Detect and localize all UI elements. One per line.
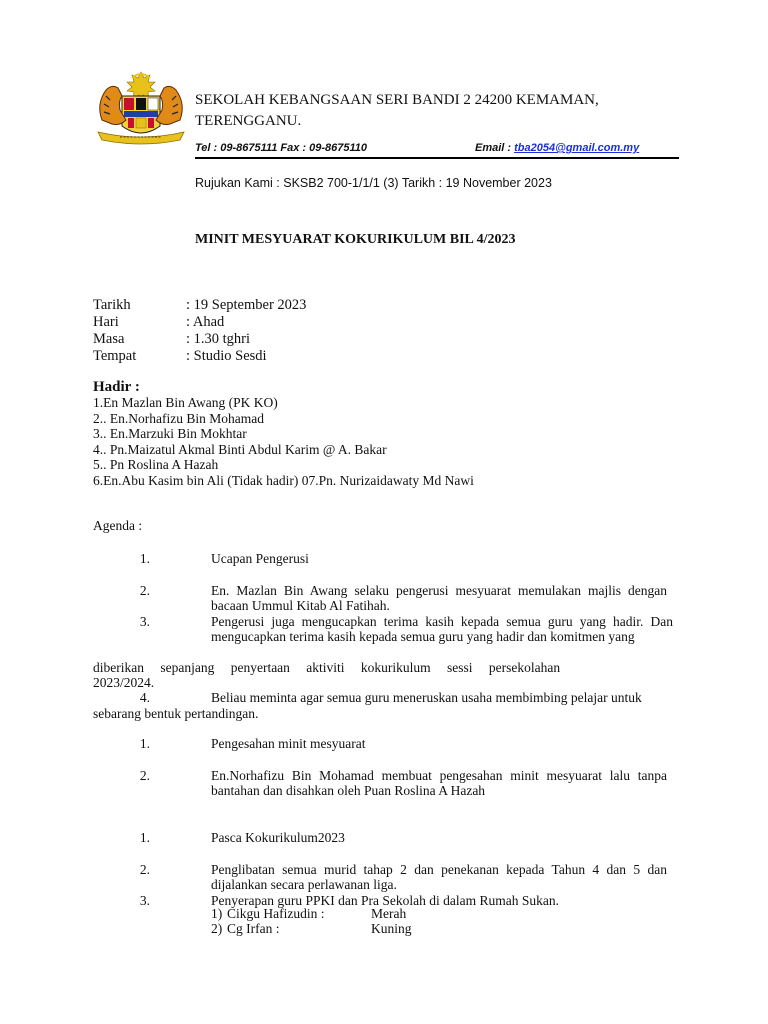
meeting-value: : 1.30 tghri [186, 331, 251, 347]
agenda-label: Agenda : [93, 518, 143, 533]
item-text: Pengerusi juga mengucapkan terima kasih kepada semua guru yang hadir. Dan mengucapkan terima kasih kepada semua guru yang hadir dan komitmen yang [211, 614, 673, 644]
school-name-line2: TERENGGANU. [195, 113, 302, 129]
meeting-value: : Studio Sesdi [186, 348, 267, 364]
document-title: MINIT MESYUARAT KOKURIKULUM BIL 4/2023 [195, 232, 516, 247]
meeting-value: : 19 September 2023 [186, 297, 307, 313]
item-number: 3. [139, 614, 150, 629]
item-number: 2. [139, 583, 150, 598]
teacher-name: Cikgu Hafizudin : [227, 906, 325, 921]
item-text: Penyerapan guru PPKI dan Pra Sekolah di dalam Rumah Sukan. [211, 893, 559, 908]
house-row [211, 921, 412, 936]
meeting-row-hari [93, 314, 306, 331]
item-text: Beliau meminta agar semua guru meneruskan usaha membimbing pelajar untuk [211, 690, 642, 705]
letterhead-rule [195, 157, 679, 159]
item-number: 4. [139, 690, 150, 705]
teacher-name: Cg Irfan : [227, 921, 280, 936]
school-name [195, 90, 655, 132]
email-label: Email : [475, 142, 515, 154]
attendee: 3.. En.Marzuki Bin Mokhtar [93, 426, 247, 442]
house-row-number: 1) [211, 906, 223, 921]
malaysia-crest-logo [92, 70, 190, 150]
item-number: 2. [139, 862, 150, 877]
reference-line: Rujukan Kami : SKSB2 700-1/1/1 (3) Tarikh : 19 November 2023 [195, 176, 552, 190]
item-number: 2. [139, 768, 150, 783]
item-text: Penglibatan semua murid tahap 2 dan penekanan kepada Tahun 4 dan 5 dan dijalankan secara perlawanan liga. [211, 862, 667, 892]
attendee: 1.En Mazlan Bin Awang (PK KO) [93, 395, 278, 410]
meeting-key: Masa [93, 331, 125, 347]
meeting-row-tarikh [93, 297, 306, 314]
tel-fax: Tel : 09-8675111 Fax : 09-8675110 [195, 142, 368, 154]
attendee: 2.. En.Norhafizu Bin Mohamad [93, 410, 264, 426]
item-number: 1. [139, 736, 150, 751]
school-name-line1: SEKOLAH KEBANGSAAN SERI BANDI 2 24200 KEMAMAN, [195, 92, 599, 108]
attendance-heading: Hadir : [93, 379, 140, 395]
email-link[interactable]: tba2054@gmail.com.my [514, 142, 640, 154]
meeting-value: : Ahad [186, 314, 225, 330]
meeting-row-tempat [93, 348, 306, 365]
meeting-key: Tarikh [93, 297, 131, 313]
contact-line [195, 142, 640, 154]
attendance-list [93, 395, 474, 489]
item-text: En.Norhafizu Bin Mohamad membuat pengesahan minit mesyuarat lalu tanpa bantahan dan disahkan oleh Puan Roslina A Hazah [211, 768, 667, 798]
house-list [211, 906, 412, 936]
attendee: 4.. Pn.Maizatul Akmal Binti Abdul Karim @ A. Bakar [93, 441, 387, 457]
meeting-key: Hari [93, 314, 119, 330]
item-pasca-kokurikulum: Pasca Kokurikulum2023 [211, 830, 345, 845]
meeting-key: Tempat [93, 348, 137, 364]
house-row-number: 2) [211, 921, 223, 936]
house-name: Merah [371, 906, 407, 921]
item-text-continued: sebarang bentuk pertandingan. [93, 706, 259, 721]
item-ucapan-pengerusi: Ucapan Pengerusi [211, 551, 309, 566]
item-text-continued: diberikan sepanjang penyertaan aktiviti kokurikulum sessi persekolahan 2023/2024. [93, 660, 561, 690]
item-number: 1. [139, 830, 150, 845]
meeting-row-masa [93, 331, 306, 348]
item-number: 3. [139, 893, 150, 908]
item-pengesahan-minit: Pengesahan minit mesyuarat [211, 736, 366, 751]
attendee: 6.En.Abu Kasim bin Ali (Tidak hadir) 07.Pn. Nurizaidawaty Md Nawi [93, 472, 474, 488]
item-text: En. Mazlan Bin Awang selaku pengerusi mesyuarat memulakan majlis dengan bacaan Ummul Kitab Al Fatihah. [211, 583, 667, 613]
house-row [211, 906, 412, 921]
attendee: 5.. Pn Roslina A Hazah [93, 457, 219, 473]
email-line [475, 142, 639, 154]
meeting-details [93, 297, 306, 365]
item-number: 1. [139, 551, 150, 566]
house-name: Kuning [371, 921, 412, 936]
